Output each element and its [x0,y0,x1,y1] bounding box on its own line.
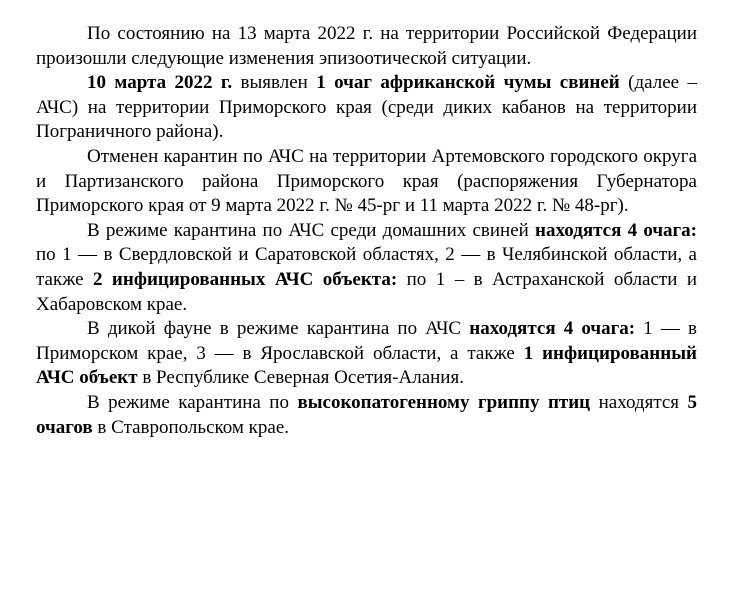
text-run-bold: 1 инфицированный АЧС объект [36,342,697,389]
text-run: В режиме карантина по [87,391,298,413]
text-run: по 1 — в Свердловской и Саратовской областях, 2 — в Челябинской области, а также [36,244,697,290]
paragraph-wild-fauna [36,317,697,391]
paragraph-avian-flu [36,391,697,440]
text-run-bold: находятся 4 очага: [469,318,636,340]
text-run-bold: 5 очагов [36,391,697,438]
document-body [36,22,697,440]
paragraph-asf-primorsky [36,71,697,145]
text-run: находятся [590,391,688,413]
text-run-bold: высокопатогенному гриппу птиц [297,391,591,413]
text-run: В режиме карантина по АЧС среди домашних свиней [87,219,536,241]
text-run-bold: 1 очаг африканской чумы свиней [316,72,620,94]
text-run: в Ставропольском крае. [92,416,290,438]
paragraph-intro [36,22,697,71]
text-run: По состоянию на 13 марта 2022 г. на территории Российской Федерации произошли следующие изменения эпизоотической ситуации. [36,23,697,69]
text-run: в Республике Северная Осетия-Алания. [137,367,464,389]
text-run-bold: находятся 4 очага: [535,219,697,241]
text-run-bold: 10 марта 2022 г. [87,72,233,94]
text-run: по 1 – в Астраханской области и Хабаровском крае. [36,268,698,315]
text-run-bold: 2 инфицированных АЧС объекта: [92,268,398,290]
paragraph-domestic-pigs [36,219,697,317]
text-run: 1 — в Приморском крае, 3 — в Ярославской области, а также [36,318,697,364]
text-run: выявлен [232,72,317,94]
text-run: Отменен карантин по АЧС на территории Артемовского городского округа и Партизанского района Приморского края (распоряжения Губернатора Приморского края от 9 марта 2022 г. № 45-рг и 11 марта 2022 г. № 48-рг). [36,145,697,217]
paragraph-quarantine-lifted [36,145,697,219]
text-run: В дикой фауне в режиме карантина по АЧС [87,318,470,340]
text-run: (далее – АЧС) на территории Приморского края (среди диких кабанов на территории Пограничного района). [36,72,697,143]
